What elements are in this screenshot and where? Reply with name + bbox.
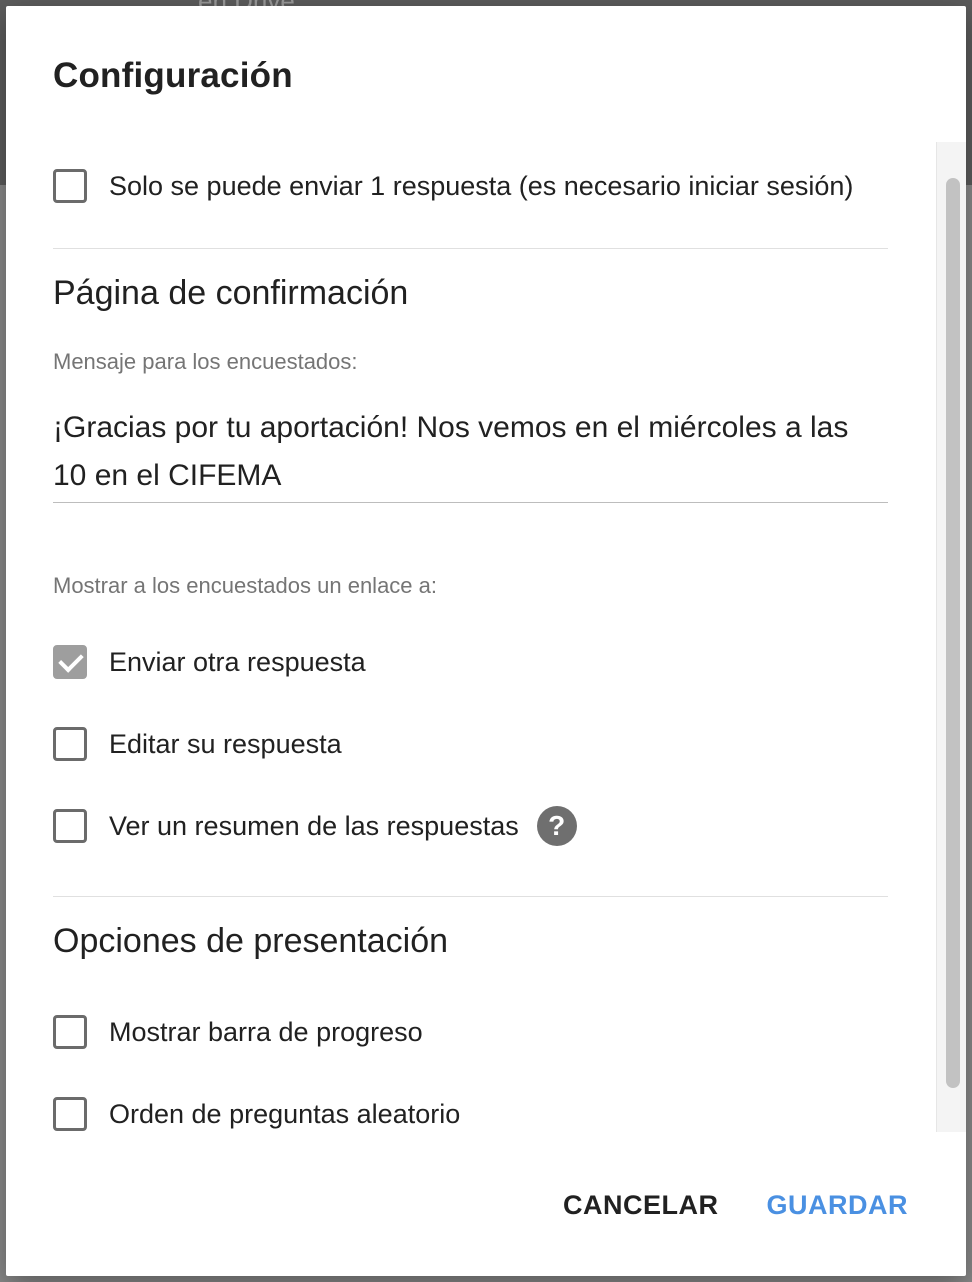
view-summary-option[interactable] [53,804,577,848]
section-divider [53,896,888,897]
shuffle-questions-option[interactable] [53,1092,460,1132]
shuffle-questions-label: Orden de preguntas aleatorio [109,1098,461,1129]
edit-response-option[interactable] [53,722,342,766]
submit-another-checkbox[interactable] [53,645,87,679]
submit-another-option[interactable] [53,640,366,684]
single-response-option[interactable] [53,164,853,208]
progress-bar-checkbox[interactable] [53,1015,87,1049]
single-response-checkbox[interactable] [53,169,87,203]
edit-response-label: Editar su respuesta [109,728,342,759]
section-divider [53,248,888,249]
dialog-title: Configuración [53,56,293,95]
link-label: Mostrar a los encuestados un enlace a: [53,573,438,598]
scrollbar-track[interactable] [936,142,966,1132]
dialog-scroll-area[interactable] [6,142,934,1132]
single-response-label: Solo se puede enviar 1 respuesta (es necesario iniciar sesión) [109,170,854,201]
cancel-button[interactable]: CANCELAR [563,1190,719,1220]
help-icon[interactable]: ? [537,806,577,846]
progress-bar-option[interactable] [53,1010,423,1054]
edit-response-checkbox[interactable] [53,727,87,761]
settings-dialog [6,6,966,1276]
presentation-heading: Opciones de presentación [53,922,449,960]
progress-bar-label: Mostrar barra de progreso [109,1016,423,1047]
view-summary-label: Ver un resumen de las respuestas [109,810,519,841]
confirmation-message-field[interactable]: ¡Gracias por tu aportación! Nos vemos en el miércoles a las 10 en el CIFEMA [53,404,888,503]
view-summary-checkbox[interactable] [53,809,87,843]
scrollbar-thumb[interactable] [946,178,960,1088]
save-button[interactable]: GUARDAR [766,1190,908,1220]
message-label: Mensaje para los encuestados: [53,349,358,374]
dialog-actions [563,1190,908,1221]
submit-another-label: Enviar otra respuesta [109,646,366,677]
shuffle-questions-checkbox[interactable] [53,1097,87,1131]
confirmation-heading: Página de confirmación [53,274,409,312]
